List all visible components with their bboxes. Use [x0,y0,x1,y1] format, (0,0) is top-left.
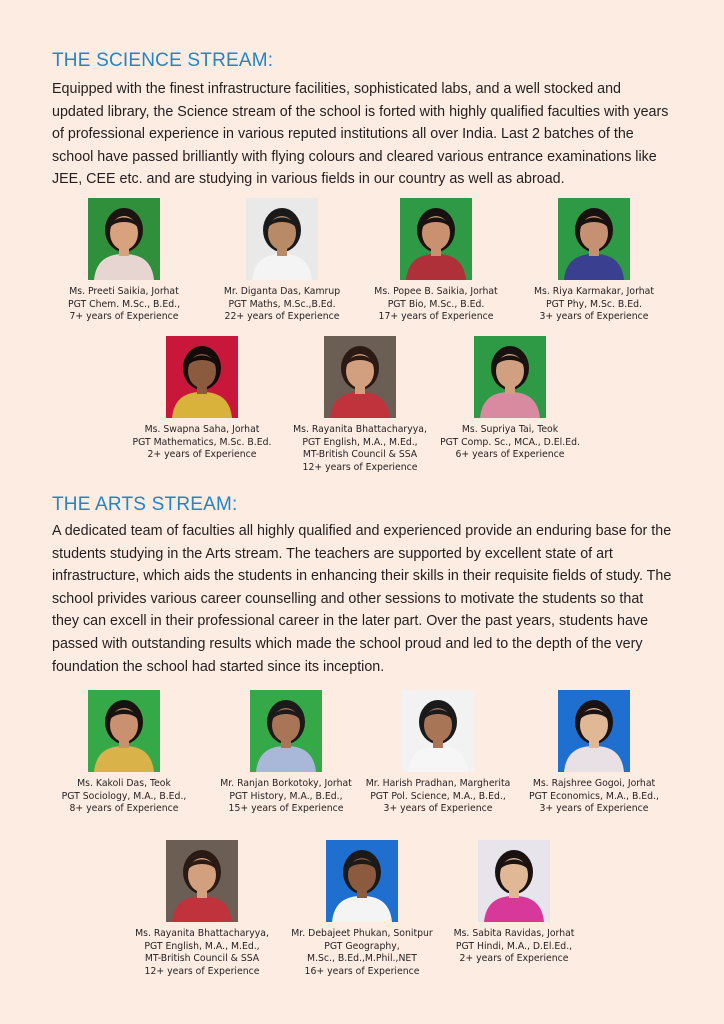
science-row-1 [0,198,724,323]
faculty-photo [400,198,472,280]
faculty-experience: 6+ years of Experience [455,449,565,461]
faculty-post: PGT Bio, M.Sc., B.Ed. [387,298,485,310]
faculty-name: Ms. Rayanita Bhattacharyya, [135,928,269,939]
faculty-caption [420,424,600,462]
faculty-caption [34,286,214,324]
faculty-card [420,336,600,462]
faculty-card [348,690,528,816]
faculty-experience: 17+ years of Experience [378,311,494,323]
faculty-extra: MT-British Council & SSA [144,953,260,965]
faculty-name: Ms. Riya Karmakar, Jorhat [534,286,654,297]
faculty-card [112,840,292,978]
faculty-name: Ms. Rajshree Gogoi, Jorhat [532,778,656,789]
faculty-card [192,198,372,324]
faculty-photo [88,198,160,280]
arts-stream-title: THE ARTS STREAM: [52,494,238,515]
faculty-experience: 22+ years of Experience [224,311,340,323]
faculty-card [504,690,684,816]
faculty-caption [348,778,528,816]
faculty-card [424,840,604,966]
faculty-photo [166,840,238,922]
faculty-name: Mr. Ranjan Borkotoky, Jorhat [220,778,352,789]
faculty-name: Ms. Popee B. Saikia, Jorhat [374,286,498,297]
faculty-extra: MT-British Council & SSA [302,449,418,461]
faculty-name: Ms. Swapna Saha, Jorhat [144,424,260,435]
science-row-2 [0,336,724,473]
faculty-experience: 15+ years of Experience [228,803,344,815]
faculty-post: PGT Maths, M.Sc.,B.Ed. [228,298,336,310]
faculty-name: Ms. Rayanita Bhattacharyya, [293,424,427,435]
faculty-post: PGT Phy, M.Sc. B.Ed. [546,298,642,310]
faculty-name: Ms. Supriya Tai, Teok [461,424,559,435]
faculty-caption [192,286,372,324]
faculty-photo [246,198,318,280]
faculty-card [112,336,292,462]
faculty-experience: 16+ years of Experience [304,965,420,977]
faculty-photo [166,336,238,418]
faculty-name: Ms. Preeti Saikia, Jorhat [69,286,179,297]
faculty-photo [478,840,550,922]
faculty-post: PGT Geography, [324,940,400,952]
faculty-name: Ms. Kakoli Das, Teok [77,778,171,789]
faculty-photo [324,336,396,418]
faculty-name: Mr. Diganta Das, Kamrup [223,286,341,297]
faculty-post: PGT English, M.A., M.Ed., [302,436,418,448]
arts-stream-paragraph: A dedicated team of faculties all highly qualified and experienced provide an enduring base for the students studying in the Arts stream. The teachers are supported by excellent state of art infrastructure, which aids the students in enhancing their skills in their requisite fields of study. The school privides various career counselling and other sessions to motivate the students so that they can excell in their professional career in the later part. Over the past years, students have passed with outstanding results which made the school proud and led to the depth of the very foundation the school had started since its inception. [52,523,672,675]
faculty-card [346,198,526,324]
faculty-card [34,690,214,816]
faculty-caption [34,778,214,816]
faculty-card [34,198,214,324]
faculty-caption [424,928,604,966]
faculty-experience: 7+ years of Experience [69,311,179,323]
faculty-extra: M.Sc., B.Ed.,M.Phil.,NET [307,953,417,965]
science-stream-paragraph: Equipped with the finest infrastructure facilities, sophisticated labs, and a well stocked and updated library, the Science stream of the school is forted with highly qualified faculties with years of professional experience in various reputed institutions all over India. Last 2 batches of the school have passed brilliantly with flying colours and cleared various entrance examinations like JEE, CEE etc. and are studying in various fields in our country as well as abroad. [52,81,669,188]
faculty-caption [112,424,292,462]
faculty-post: PGT Chem. M.Sc., B.Ed., [67,298,181,310]
faculty-post: PGT Mathematics, M.Sc. B.Ed. [132,436,272,448]
faculty-card [504,198,684,324]
faculty-experience: 2+ years of Experience [147,449,257,461]
faculty-name: Ms. Sabita Ravidas, Jorhat [453,928,575,939]
faculty-photo [558,690,630,772]
arts-row-2 [0,840,724,977]
faculty-caption [504,778,684,816]
faculty-caption [346,286,526,324]
faculty-post: PGT Pol. Science, M.A., B.Ed., [370,790,506,802]
faculty-photo [326,840,398,922]
faculty-experience: 3+ years of Experience [539,803,649,815]
faculty-experience: 12+ years of Experience [144,965,260,977]
faculty-caption [112,928,292,978]
faculty-experience: 8+ years of Experience [69,803,179,815]
faculty-name: Mr. Debajeet Phukan, Sonitpur [291,928,433,939]
faculty-post: PGT Economics, M.A., B.Ed., [529,790,659,802]
arts-row-1 [0,690,724,815]
faculty-photo [250,690,322,772]
faculty-photo [88,690,160,772]
faculty-post: PGT Comp. Sc., MCA., D.El.Ed. [440,436,580,448]
faculty-caption [504,286,684,324]
faculty-post: PGT History, M.A., B.Ed., [229,790,343,802]
science-stream-title: THE SCIENCE STREAM: [52,50,274,71]
faculty-photo [558,198,630,280]
faculty-post: PGT English, M.A., M.Ed., [144,940,260,952]
faculty-post: PGT Hindi, M.A., D.El.Ed., [455,940,573,952]
faculty-post: PGT Sociology, M.A., B.Ed., [61,790,187,802]
faculty-photo [474,336,546,418]
faculty-experience: 12+ years of Experience [302,461,418,473]
faculty-name: Mr. Harish Pradhan, Margherita [365,778,511,789]
faculty-experience: 2+ years of Experience [459,953,569,965]
faculty-experience: 3+ years of Experience [383,803,493,815]
faculty-photo [402,690,474,772]
faculty-experience: 3+ years of Experience [539,311,649,323]
